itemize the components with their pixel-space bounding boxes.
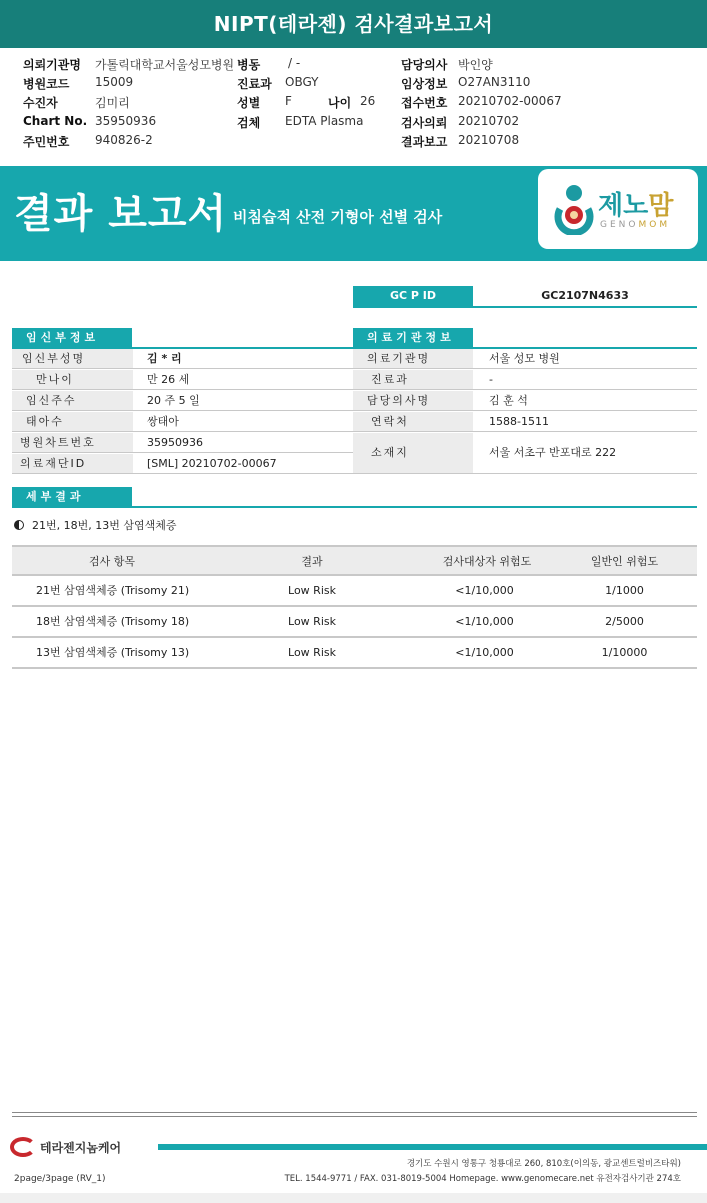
info-row — [12, 412, 353, 432]
test-item: 18번 삼염색체증 (Trisomy 18) — [36, 615, 190, 628]
dept-label: 진료과 — [237, 77, 272, 91]
request-label: 검사의뢰 — [401, 116, 448, 130]
info-row — [12, 454, 353, 474]
org-label: 의뢰기관명 — [23, 58, 81, 72]
specimen-value: EDTA Plasma — [285, 114, 364, 128]
info-key: 진료과 — [353, 370, 473, 389]
report-date-label: 결과보고 — [401, 135, 448, 149]
general-risk: 2/5000 — [605, 615, 644, 628]
general-risk: 1/10000 — [601, 646, 648, 659]
info-key: 임신주수 — [12, 391, 133, 410]
gcp-id-value: GC2107N4633 — [541, 289, 629, 302]
subject-risk: <1/10,000 — [455, 615, 514, 628]
sex-label: 성별 — [237, 96, 261, 110]
info-key: 만나이 — [12, 370, 133, 389]
info-value: 김 훈 석 — [489, 394, 528, 407]
table-row — [12, 607, 697, 638]
info-row — [353, 370, 697, 390]
idnum-value: 940826-2 — [95, 133, 153, 147]
report-date-value: 20210708 — [458, 133, 520, 147]
banner-title: 결과 보고서 — [14, 191, 228, 237]
detail-line — [12, 506, 697, 508]
receipt-label: 접수번호 — [401, 96, 448, 110]
info-row — [353, 391, 697, 411]
detail-bullet — [14, 517, 176, 533]
general-risk: 1/1000 — [605, 584, 644, 597]
address-line: 경기도 수원시 영통구 청룡대로 260, 810호(이의동, 광교센트럴비즈타워) — [406, 1159, 681, 1169]
chart-label: Chart No. — [23, 114, 88, 128]
ward-label: 병동 — [237, 58, 261, 72]
doctor-label: 담당의사 — [401, 58, 448, 72]
order-header — [0, 48, 707, 166]
info-value: 20 주 5 일 — [147, 394, 200, 407]
idnum-label: 주민번호 — [23, 135, 70, 149]
info-row — [12, 370, 353, 390]
ward-value: / - — [288, 56, 301, 70]
logo-text-ko: 제노맘 — [598, 191, 674, 221]
info-key: 의료재단ID — [12, 454, 133, 473]
test-item: 21번 삼염색체증 (Trisomy 21) — [36, 584, 190, 597]
info-row — [353, 412, 697, 432]
bottom-strip — [0, 1193, 707, 1203]
report-title: NIPT(테라젠) 검사결과보고서 — [0, 0, 707, 48]
info-key: 태아수 — [12, 412, 133, 431]
subject-risk: <1/10,000 — [455, 646, 514, 659]
org-value: 가톨릭대학교서울성모병원 — [95, 58, 235, 72]
table-row — [12, 576, 697, 607]
doctor-value: 박인양 — [458, 58, 493, 72]
info-value: 김 * 리 — [147, 352, 182, 365]
info-value: 35950936 — [147, 436, 203, 449]
info-row — [12, 349, 353, 369]
gcp-divider — [353, 306, 697, 308]
info-row — [12, 391, 353, 411]
page-number: 2page/3page (RV_1) — [14, 1174, 106, 1184]
test-result: Low Risk — [288, 615, 336, 628]
chart-value: 35950936 — [95, 114, 157, 128]
info-key: 의료기관명 — [353, 349, 473, 368]
institution-info-heading: 의료기관정보 — [353, 328, 473, 347]
column-header: 검사 항목 — [88, 555, 135, 568]
clinical-value: O27AN3110 — [458, 75, 531, 89]
test-result: Low Risk — [288, 584, 336, 597]
code-value: 15009 — [95, 75, 134, 89]
gcp-id-label: GC P ID — [353, 286, 473, 306]
company-address — [285, 1157, 681, 1187]
info-row — [353, 349, 697, 369]
info-value: 만 26 세 — [147, 373, 190, 386]
detail-heading: 세부결과 — [12, 487, 132, 506]
pregnant-info-heading: 임신부정보 — [12, 328, 132, 347]
age-label: 나이 — [328, 96, 352, 110]
info-value: - — [489, 373, 493, 386]
info-key: 임신부성명 — [12, 349, 133, 368]
code-label: 병원코드 — [23, 77, 70, 91]
genomom-mark-icon — [552, 183, 596, 235]
detail-bullet-text: 21번, 18번, 13번 삼염색체증 — [32, 519, 177, 532]
info-key: 소재지 — [353, 433, 473, 473]
patient-label: 수진자 — [23, 96, 58, 110]
logo-text-en: GENOMOM — [600, 220, 671, 230]
column-header: 검사대상자 위험도 — [442, 555, 532, 568]
sex-value: F — [285, 94, 292, 108]
specimen-label: 검체 — [237, 116, 261, 130]
patient-value: 김미리 — [95, 96, 130, 110]
contact-line: TEL. 1544-9771 / FAX. 031-8019-5004 Homepage. www.genomecare.net 유전자검사기관 274호 — [284, 1174, 681, 1184]
terragen-g-icon — [10, 1137, 36, 1157]
company-name: 테라젠지놈케어 — [40, 1141, 122, 1155]
age-value: 26 — [360, 94, 376, 108]
info-row — [12, 433, 353, 453]
info-value: 서울 서초구 반포대로 222 — [489, 446, 617, 459]
column-header: 결과 — [301, 555, 323, 568]
test-item: 13번 삼염색체증 (Trisomy 13) — [36, 646, 190, 659]
info-value: [SML] 20210702-00067 — [147, 457, 277, 470]
info-value: 1588-1511 — [489, 415, 549, 428]
dept-value: OBGY — [285, 75, 319, 89]
half-circle-icon — [14, 520, 24, 530]
info-value: 쌍태아 — [147, 415, 179, 428]
subject-risk: <1/10,000 — [455, 584, 514, 597]
banner-subtitle: 비침습적 산전 기형아 선별 검사 — [233, 208, 443, 226]
column-header: 일반인 위험도 — [590, 555, 659, 568]
info-value: 서울 성모 병원 — [489, 352, 560, 365]
info-key: 담당의사명 — [353, 391, 473, 410]
receipt-value: 20210702-00067 — [458, 94, 562, 108]
footer-bar — [158, 1144, 707, 1150]
clinical-label: 임상정보 — [401, 77, 448, 91]
info-key: 병원차트번호 — [12, 433, 133, 452]
info-row — [353, 433, 697, 474]
request-value: 20210702 — [458, 114, 520, 128]
terragen-logo — [10, 1137, 121, 1157]
test-result: Low Risk — [288, 646, 336, 659]
table-row — [12, 638, 697, 669]
info-key: 연락처 — [353, 412, 473, 431]
genomom-logo — [538, 169, 698, 249]
footer-rule — [12, 1112, 697, 1120]
table-header — [12, 545, 697, 576]
